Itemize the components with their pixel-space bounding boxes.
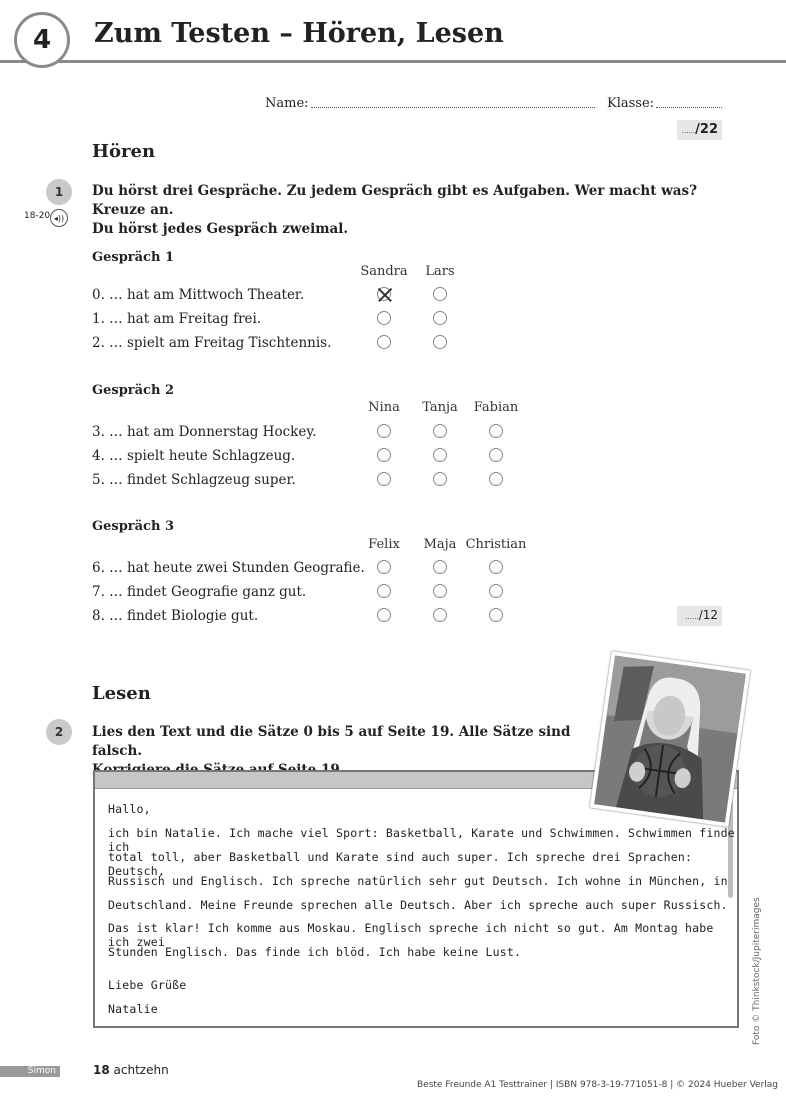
footer-tag: Simon xyxy=(0,1066,60,1077)
conversation-title: Gespräch 2 xyxy=(92,383,174,398)
answer-checkbox[interactable] xyxy=(489,608,503,622)
answer-checkbox[interactable] xyxy=(433,608,447,622)
column-name: Nina xyxy=(368,400,400,415)
instruction-line: Du hörst drei Gespräche. Zu jedem Gespräch gibt es Aufgaben. Wer macht was? Kreuze an. xyxy=(92,183,698,218)
letter-line: Liebe Grüße xyxy=(108,978,187,992)
class-label: Klasse: xyxy=(607,96,655,111)
photo-girl-with-basketball xyxy=(590,651,751,827)
answer-checkbox-checked[interactable] xyxy=(377,287,391,301)
statement: 7. … findet Geografie ganz gut. xyxy=(92,584,307,600)
photo-image xyxy=(594,656,746,823)
answer-checkbox[interactable] xyxy=(433,287,447,301)
task-number-badge-2 xyxy=(46,719,72,745)
page-number: 18 xyxy=(93,1063,110,1077)
answer-checkbox[interactable] xyxy=(489,584,503,598)
statement: 8. … findet Biologie gut. xyxy=(92,608,259,624)
answer-checkbox[interactable] xyxy=(377,584,391,598)
chapter-number: 4 xyxy=(32,25,52,55)
answer-checkbox[interactable] xyxy=(433,424,447,438)
statement: 1. … hat am Freitag frei. xyxy=(92,311,262,327)
instruction-line: Lies den Text und die Sätze 0 bis 5 auf Seite 19. Alle Sätze sind falsch. xyxy=(92,724,571,759)
total-score-blank: ...... xyxy=(681,127,696,135)
footer-page xyxy=(93,1063,169,1077)
answer-checkbox[interactable] xyxy=(433,311,447,325)
section-score-box xyxy=(677,606,722,626)
chapter-number-badge xyxy=(14,12,70,68)
photo-credit: Foto © Thinkstock/Jupiterimages xyxy=(752,897,762,1045)
letter-line: Hallo, xyxy=(108,802,151,816)
page-word: achtzehn xyxy=(113,1063,169,1077)
answer-checkbox[interactable] xyxy=(489,424,503,438)
column-name: Maja xyxy=(423,537,457,552)
statement: 0. … hat am Mittwoch Theater. xyxy=(92,287,305,303)
conversation-title: Gespräch 1 xyxy=(92,250,174,265)
name-field[interactable] xyxy=(311,96,595,108)
task-number-badge-1 xyxy=(46,179,72,205)
answer-checkbox[interactable] xyxy=(377,335,391,349)
letter-line: Russisch und Englisch. Ich spreche natürlich sehr gut Deutsch. Ich wohne in München, in xyxy=(108,874,728,888)
letter-line: Das ist klar! Ich komme aus Moskau. Englisch spreche ich nicht so gut. Am Montag habe ich zwei xyxy=(108,921,714,949)
column-name: Lars xyxy=(425,264,455,279)
statement: 2. … spielt am Freitag Tischtennis. xyxy=(92,335,332,351)
task-number: 1 xyxy=(54,185,64,199)
column-name: Felix xyxy=(368,537,400,552)
answer-checkbox[interactable] xyxy=(377,608,391,622)
answer-checkbox[interactable] xyxy=(377,472,391,486)
instruction-line: Du hörst jedes Gespräch zweimal. xyxy=(92,221,349,237)
section-heading-lesen: Lesen xyxy=(92,683,151,704)
letter-line: total toll, aber Basketball und Karate sind auch super. Ich spreche drei Sprachen: Deutsch, xyxy=(108,850,693,878)
task-number: 2 xyxy=(54,725,64,739)
hoeren-instructions xyxy=(92,182,732,239)
total-score: /22 xyxy=(695,122,718,137)
answer-checkbox[interactable] xyxy=(433,584,447,598)
letter-line: Natalie xyxy=(108,1002,158,1016)
letter-line: Deutschland. Meine Freunde sprechen alle Deutsch. Aber ich spreche auch super Russisch. xyxy=(108,898,728,912)
letter-line: Stunden Englisch. Das finde ich blöd. Ich habe keine Lust. xyxy=(108,945,522,959)
answer-checkbox[interactable] xyxy=(433,472,447,486)
total-score-box xyxy=(677,120,722,140)
answer-checkbox[interactable] xyxy=(377,424,391,438)
answer-checkbox[interactable] xyxy=(377,448,391,462)
column-name: Fabian xyxy=(473,400,519,415)
statement: 4. … spielt heute Schlagzeug. xyxy=(92,448,296,464)
column-name: Sandra xyxy=(360,264,408,279)
column-name: Christian xyxy=(465,537,527,552)
answer-checkbox[interactable] xyxy=(433,448,447,462)
section-heading-hoeren: Hören xyxy=(92,141,156,162)
answer-checkbox[interactable] xyxy=(377,560,391,574)
publisher-line: Beste Freunde A1 Testtrainer | ISBN 978-3-19-771051-8 | © 2024 Hueber Verlag xyxy=(417,1080,779,1090)
statement: 5. … findet Schlagzeug super. xyxy=(92,472,296,488)
statement: 3. … hat am Donnerstag Hockey. xyxy=(92,424,317,440)
header-rule xyxy=(0,60,786,63)
answer-checkbox[interactable] xyxy=(489,448,503,462)
audio-track-label: 18-20 xyxy=(24,211,51,221)
chapter-title: Zum Testen – Hören, Lesen xyxy=(94,18,504,49)
statement: 6. … hat heute zwei Stunden Geografie. xyxy=(92,560,365,576)
section-score-blank: ...... xyxy=(685,613,699,621)
letter-line: ich bin Natalie. Ich mache viel Sport: Basketball, Karate und Schwimmen. Schwimmen finde ich xyxy=(108,826,735,854)
answer-checkbox[interactable] xyxy=(489,560,503,574)
column-name: Tanja xyxy=(422,400,458,415)
conversation-title: Gespräch 3 xyxy=(92,519,174,534)
answer-checkbox[interactable] xyxy=(433,335,447,349)
name-label: Name: xyxy=(265,96,309,111)
answer-checkbox[interactable] xyxy=(377,311,391,325)
audio-icon[interactable]: ◂)) xyxy=(50,209,68,227)
answer-checkbox[interactable] xyxy=(433,560,447,574)
section-score: /12 xyxy=(698,608,718,622)
class-field[interactable] xyxy=(656,96,722,108)
answer-checkbox[interactable] xyxy=(489,472,503,486)
